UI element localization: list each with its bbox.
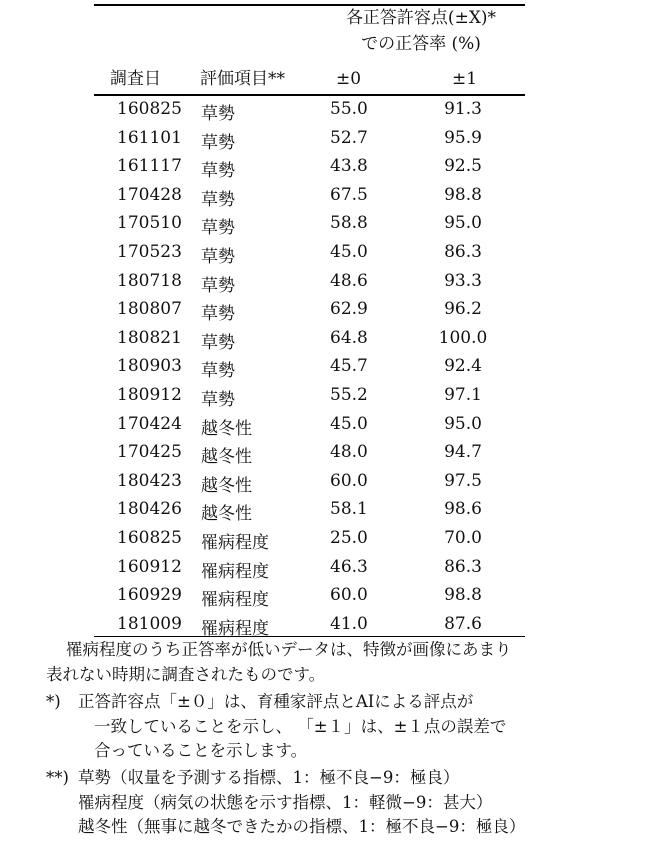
table-body	[0, 96, 655, 639]
cell-plusminus0: 46.3	[330, 556, 368, 577]
cell-date: 181009	[117, 613, 182, 634]
cell-date: 180718	[117, 270, 182, 291]
table-row	[0, 325, 655, 354]
cell-date: 160929	[117, 585, 182, 606]
cell-item: 越冬性	[201, 418, 252, 439]
note-star-line2: 一致していることを示し、 「±１」は、±１点の誤差で	[94, 717, 507, 736]
cell-date: 160825	[117, 527, 182, 548]
note-dstar-line3: 越冬性（無事に越冬できたかの指標、1：極不良−9：極良）	[78, 817, 526, 836]
cell-item: 越冬性	[201, 475, 252, 496]
cell-plusminus1: 96.2	[444, 299, 482, 320]
cell-item: 草勢	[201, 361, 235, 382]
cell-date: 180821	[117, 327, 182, 348]
cell-plusminus0: 45.0	[330, 241, 368, 262]
cell-plusminus1: 100.0	[438, 327, 488, 348]
note-intro-line2: 表れない時期に調査されたものです。	[46, 665, 326, 684]
cell-item: 草勢	[201, 218, 235, 239]
cell-plusminus1: 97.1	[444, 384, 482, 405]
cell-plusminus0: 45.7	[330, 356, 368, 377]
cell-plusminus1: 98.8	[444, 585, 482, 606]
cell-plusminus0: 58.8	[330, 213, 368, 234]
table-row	[0, 153, 655, 182]
table-row	[0, 525, 655, 554]
cell-date: 161101	[117, 127, 182, 148]
cell-item: 罹病程度	[201, 532, 269, 553]
cell-date: 160825	[117, 99, 182, 119]
column-header-item: 評価項目**	[200, 69, 285, 89]
cell-plusminus1: 93.3	[444, 270, 482, 291]
cell-plusminus1: 97.5	[444, 470, 482, 491]
cell-item: 草勢	[201, 332, 235, 353]
cell-plusminus0: 52.7	[330, 127, 368, 148]
note-intro-line1: 罹病程度のうち正答率が低いデータは、特徴が画像にあまり	[66, 640, 512, 659]
note-star-marker: *)	[46, 692, 61, 711]
table-row	[0, 439, 655, 468]
cell-date: 161117	[117, 156, 182, 177]
table-row	[0, 382, 655, 411]
cell-item: 草勢	[201, 132, 235, 153]
cell-plusminus0: 48.6	[330, 270, 368, 291]
cell-plusminus1: 86.3	[444, 241, 482, 262]
table-row	[0, 411, 655, 440]
table-row	[0, 554, 655, 583]
cell-plusminus0: 45.0	[330, 413, 368, 434]
cell-date: 170425	[117, 442, 182, 463]
table-row	[0, 239, 655, 268]
cell-item: 罹病程度	[201, 590, 269, 611]
cell-date: 160912	[117, 556, 182, 577]
column-header-plusminus1: ±1	[452, 69, 478, 89]
column-header-date: 調査日	[110, 69, 161, 89]
cell-date: 170510	[117, 213, 182, 234]
cell-item: 草勢	[201, 189, 235, 210]
note-dstar-line2: 罹病程度（病気の状態を示す指標、1：軽微−9：甚大）	[78, 793, 493, 812]
cell-plusminus1: 98.6	[444, 499, 482, 520]
cell-item: 草勢	[201, 161, 235, 182]
cell-item: 罹病程度	[201, 618, 269, 639]
cell-date: 180912	[117, 384, 182, 405]
column-header-plusminus0: ±0	[336, 69, 362, 89]
cell-plusminus1: 70.0	[444, 527, 482, 548]
table-row	[0, 582, 655, 611]
cell-item: 草勢	[201, 246, 235, 267]
cell-plusminus0: 62.9	[330, 299, 368, 320]
cell-plusminus0: 25.0	[330, 527, 368, 548]
cell-date: 180426	[117, 499, 182, 520]
cell-date: 180423	[117, 470, 182, 491]
cell-plusminus1: 98.8	[444, 184, 482, 205]
cell-date: 170523	[117, 241, 182, 262]
table-row	[0, 268, 655, 297]
group-header-line2: での正答率 (%)	[361, 34, 481, 54]
cell-date: 170424	[117, 413, 182, 434]
table-row	[0, 96, 655, 125]
note-dstar-line1: 草勢（収量を予測する指標、1：極不良−9：極良）	[78, 768, 460, 787]
cell-plusminus0: 67.5	[330, 184, 368, 205]
table-row	[0, 468, 655, 497]
cell-plusminus0: 48.0	[330, 442, 368, 463]
cell-plusminus1: 94.7	[444, 442, 482, 463]
cell-plusminus1: 91.3	[444, 99, 482, 119]
cell-plusminus0: 41.0	[330, 613, 368, 634]
cell-item: 越冬性	[201, 504, 252, 525]
cell-date: 180903	[117, 356, 182, 377]
cell-plusminus0: 55.2	[330, 384, 368, 405]
table-row	[0, 210, 655, 239]
cell-plusminus0: 58.1	[330, 499, 368, 520]
table-bottom-rule	[94, 636, 525, 637]
table-row	[0, 296, 655, 325]
table-row	[0, 353, 655, 382]
note-star-line3: 合っていることを示します。	[94, 741, 308, 760]
cell-plusminus1: 95.0	[444, 413, 482, 434]
cell-item: 草勢	[201, 304, 235, 325]
table-row	[0, 182, 655, 211]
cell-plusminus0: 64.8	[330, 327, 368, 348]
cell-item: 草勢	[201, 389, 235, 410]
table-row	[0, 496, 655, 525]
cell-plusminus1: 92.5	[444, 156, 482, 177]
cell-plusminus0: 60.0	[330, 585, 368, 606]
note-dstar-marker: **)	[46, 768, 69, 787]
cell-plusminus1: 95.0	[444, 213, 482, 234]
table-row	[0, 125, 655, 154]
cell-plusminus1: 92.4	[444, 356, 482, 377]
cell-plusminus0: 55.0	[330, 99, 368, 119]
cell-plusminus1: 86.3	[444, 556, 482, 577]
cell-item: 草勢	[201, 104, 235, 124]
cell-plusminus0: 43.8	[330, 156, 368, 177]
group-header-line1: 各正答許容点(±X)*	[345, 8, 497, 28]
table-row	[0, 611, 655, 640]
note-star-line1: 正答許容点「±０」は、育種家評点とAIによる評点が	[78, 692, 474, 711]
cell-date: 180807	[117, 299, 182, 320]
cell-item: 越冬性	[201, 447, 252, 468]
cell-date: 170428	[117, 184, 182, 205]
cell-item: 罹病程度	[201, 561, 269, 582]
cell-plusminus1: 87.6	[444, 613, 482, 634]
cell-item: 草勢	[201, 275, 235, 296]
cell-plusminus1: 95.9	[444, 127, 482, 148]
cell-plusminus0: 60.0	[330, 470, 368, 491]
